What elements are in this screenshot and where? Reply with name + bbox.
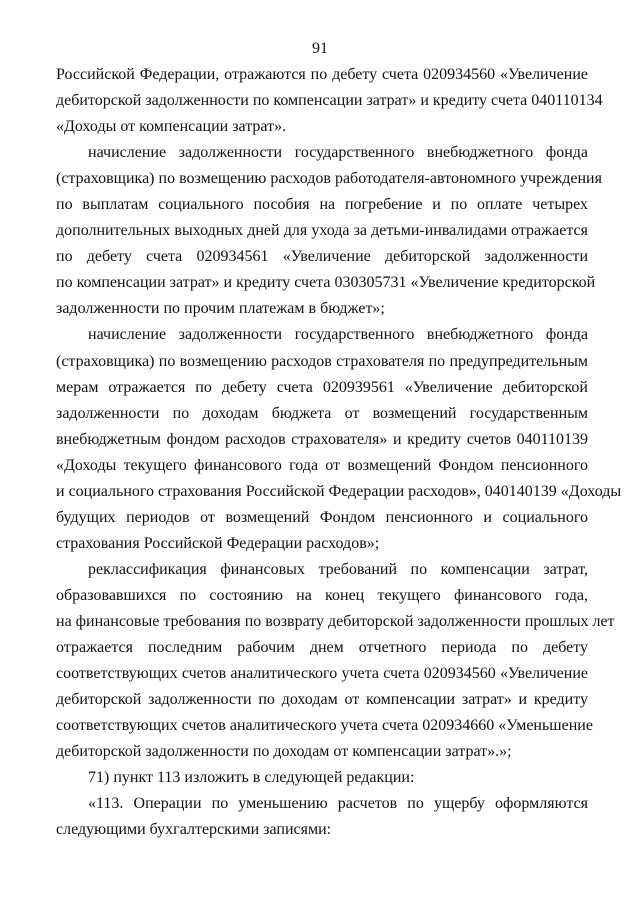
text-line: мерам отражается по дебету счета 020939561 «Увеличение дебиторской: [56, 378, 588, 396]
text-line: следующими бухгалтерскими записями:: [56, 821, 332, 839]
page-number: 91: [312, 40, 328, 57]
text-line: реклассификация финансовых требований по компенсации затрат,: [88, 560, 588, 578]
text-line: «Доходы текущего финансового года от возмещений Фондом пенсионного: [56, 456, 588, 474]
text-line: соответствующих счетов аналитического учета счета 020934560 «Увеличение: [56, 665, 588, 683]
text-line: страхования Российской Федерации расходов»;: [56, 534, 380, 552]
text-line: Российской Федерации, отражаются по дебету счета 020934560 «Увеличение: [56, 66, 588, 83]
text-line: по выплатам социального пособия на погребение и по оплате четырех: [56, 196, 588, 214]
text-line: по дебету счета 020934561 «Увеличение дебиторской задолженности: [56, 248, 588, 266]
text-line: отражается последним рабочим днем отчетного периода по дебету: [56, 639, 588, 657]
text-line: 71) пункт 113 изложить в следующей редакции:: [88, 769, 415, 787]
text-line: начисление задолженности государственного внебюджетного фонда: [88, 326, 588, 344]
text-line: (страховщика) по возмещению расходов работодателя-автономного учреждения: [56, 170, 602, 188]
text-line: образовавшихся по состоянию на конец текущего финансового года,: [56, 586, 588, 604]
document-body: [56, 62, 622, 843]
text-line: дебиторской задолженности по доходам от компенсации затрат» и кредиту: [56, 691, 588, 709]
text-line: начисление задолженности государственного внебюджетного фонда: [88, 144, 588, 162]
text-line: дополнительных выходных дней для ухода за детьми-инвалидами отражается: [56, 222, 588, 240]
text-line: задолженности по доходам бюджета от возмещений государственным: [56, 404, 588, 422]
text-line: по компенсации затрат» и кредиту счета 030305731 «Увеличение кредиторской: [56, 274, 596, 292]
text-line: будущих периодов от возмещений Фондом пенсионного и социального: [56, 508, 588, 526]
text-line: дебиторской задолженности по доходам от компенсации затрат».»;: [56, 743, 512, 761]
text-line: и социального страхования Российской Федерации расходов», 040140139 «Доходы: [56, 482, 622, 500]
text-line: (страховщика) по возмещению расходов страхователя по предупредительным: [56, 352, 588, 370]
text-line: «Доходы от компенсации затрат».: [56, 118, 287, 136]
text-line: на финансовые требования по возврату дебиторской задолженности прошлых лет: [56, 612, 615, 630]
text-line: внебюджетным фондом расходов страхователя» и кредиту счетов 040110139: [56, 430, 588, 448]
text-line: задолженности по прочим платежам в бюджет»;: [56, 300, 385, 318]
text-line: соответствующих счетов аналитического учета счета 020934660 «Уменьшение: [56, 717, 593, 735]
text-line: «113. Операции по уменьшению расчетов по ущербу оформляются: [88, 795, 588, 813]
text-line: дебиторской задолженности по компенсации затрат» и кредиту счета 040110134: [56, 92, 603, 110]
